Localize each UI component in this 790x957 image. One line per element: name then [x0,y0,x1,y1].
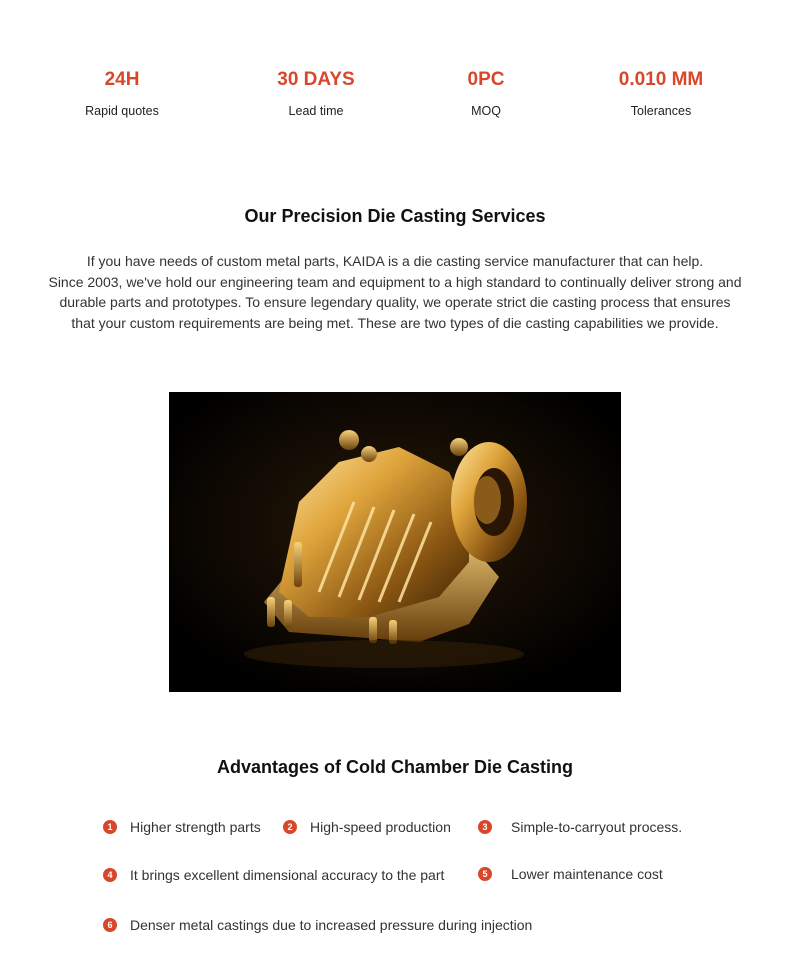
number-badge: 2 [283,820,297,834]
advantage-text: It brings excellent dimensional accuracy to the part [130,867,445,883]
stat-tolerances [571,69,751,118]
stat-moq [396,69,576,118]
stat-value: 0.010 MM [618,69,704,90]
intro-line: If you have needs of custom metal parts, KAIDA is a die casting service manufacturer that can help. [86,253,704,269]
die-cast-part-illustration [169,392,621,692]
stat-value: 24H [104,69,140,90]
stat-rapid-quotes [32,69,212,118]
stat-label: Rapid quotes [85,104,159,118]
services-intro [40,251,750,333]
advantage-item [283,819,451,835]
intro-line: durable parts and prototypes. To ensure legendary quality, we operate strict die casting process that ensures [59,294,731,310]
advantage-text: Simple-to-carryout process. [511,819,683,835]
intro-line: that your custom requirements are being met. These are two types of die casting capabilities we provide. [71,314,719,331]
number-badge: 4 [103,868,117,882]
stat-label: Lead time [288,104,344,118]
advantage-text: Higher strength parts [130,819,261,835]
number-badge: 3 [478,820,492,834]
intro-line: Since 2003, we've hold our engineering team and equipment to a high standard to continually deliver strong and [48,273,742,290]
die-cast-part-image [169,392,621,692]
advantage-text: Denser metal castings due to increased pressure during injection [130,917,533,933]
advantage-item [478,866,663,882]
number-badge: 6 [103,918,117,932]
stat-lead-time [226,69,406,118]
advantage-item [103,917,532,933]
services-heading: Our Precision Die Casting Services [244,206,546,226]
stat-value: 0PC [467,69,505,90]
advantage-item [103,867,444,883]
advantage-item [478,819,682,835]
advantage-item [103,819,261,835]
stat-value: 30 DAYS [277,69,355,90]
advantage-text: Lower maintenance cost [511,866,663,882]
number-badge: 5 [478,867,492,881]
stat-label: Tolerances [630,104,692,118]
advantage-text: High-speed production [310,819,451,835]
number-badge: 1 [103,820,117,834]
advantages-heading: Advantages of Cold Chamber Die Casting [216,757,574,777]
stat-label: MOQ [471,104,501,118]
